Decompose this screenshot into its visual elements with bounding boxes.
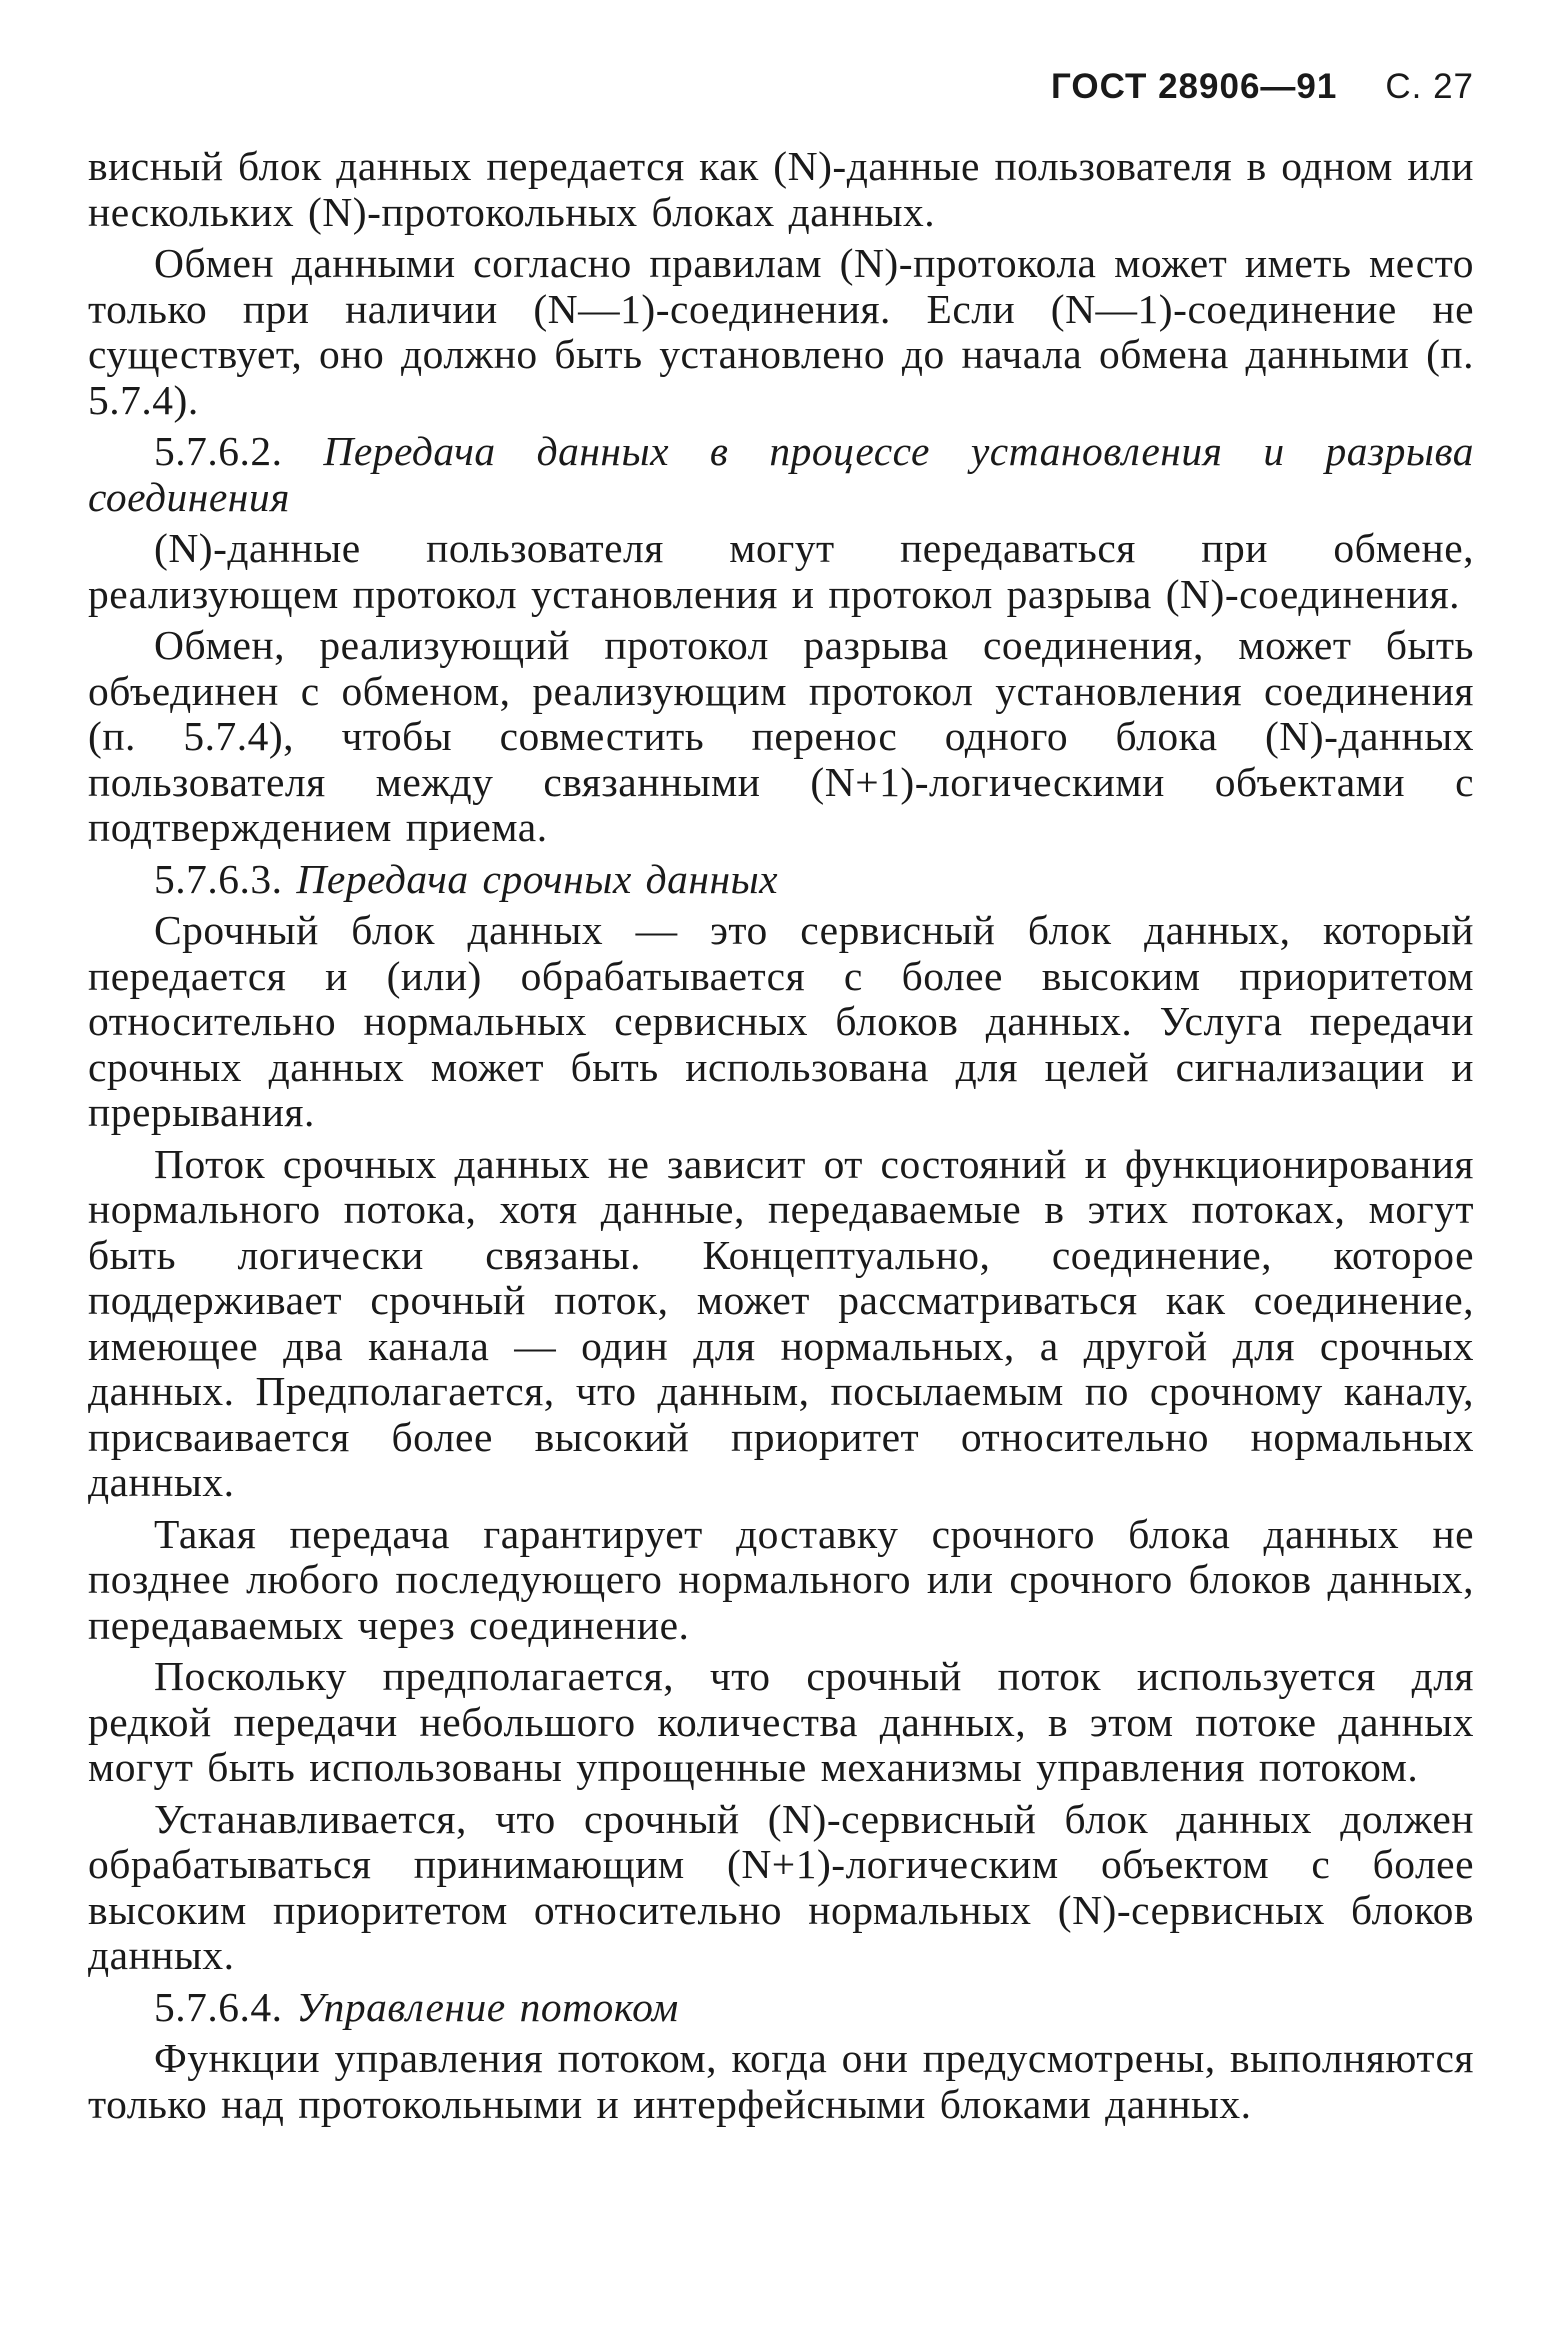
section-number: 5.7.6.4.	[154, 1983, 283, 2030]
paragraph: Поток срочных данных не зависит от состояний и функционирования нормального потока, хотя данные, передаваемые в этих потоках, могут быть логически связаны. Концептуально, соединение, которое поддерживает срочный поток, может рассматриваться как соединение, имеющее два канала — один для нормальных, а другой для срочных данных. Предполагается, что данным, посылаемым по срочному каналу, присваивается более высокий приоритет относительно нормальных данных.	[88, 1140, 1474, 1505]
standard-number: ГОСТ 28906—91	[1050, 67, 1338, 106]
section-title: Передача срочных данных	[296, 855, 779, 902]
page-header	[88, 62, 1474, 112]
paragraph: Обмен, реализующий протокол разрыва соединения, может быть объединен с обменом, реализующим протокол установления соединения (п. 5.7.4), чтобы совместить перенос одного блока (N)-данных пользователя между связанными (N+1)-логическими объектами с подтверждением приема.	[88, 622, 1474, 850]
paragraph: Устанавливается, что срочный (N)-сервисный блок данных должен обрабатываться принимающим (N+1)-логическим объектом с более высоким приоритетом относительно нормальных (N)-сервисных блоков данных.	[88, 1795, 1474, 1978]
paragraph: (N)-данные пользователя могут передаваться при обмене, реализующем протокол установления и протокол разрыва (N)-соединения.	[88, 525, 1474, 617]
section-number: 5.7.6.3.	[154, 855, 283, 902]
section-heading-5-7-6-2	[88, 429, 1474, 520]
page-number: С. 27	[1385, 67, 1474, 106]
section-heading-5-7-6-4	[88, 1985, 1474, 2031]
paragraph: Функции управления потоком, когда они предусмотрены, выполняются только над протокольными и интерфейсными блоками данных.	[88, 2035, 1474, 2127]
paragraph: Срочный блок данных — это сервисный блок данных, который передается и (или) обрабатывается с более высоким приоритетом относительно нормальных сервисных блоков данных. Услуга передачи срочных данных может быть использована для целей сигнализации и прерывания.	[88, 907, 1474, 1135]
paragraph: Такая передача гарантирует доставку срочного блока данных не позднее любого последующего нормального или срочного блоков данных, передаваемых через соединение.	[88, 1510, 1474, 1648]
section-title: Передача данных в процессе установления и разрыва соединения	[88, 428, 1474, 520]
section-title: Управление потоком	[296, 1983, 679, 2030]
section-number: 5.7.6.2.	[154, 428, 283, 474]
section-heading-5-7-6-3	[88, 857, 1474, 903]
paragraph: Обмен данными согласно правилам (N)-протокола может иметь место только при наличии (N—1)-соединения. Если (N—1)-соединение не существует, оно должно быть установлено до начала обмена данными (п. 5.7.4).	[88, 240, 1474, 423]
document-page	[88, 62, 1474, 2133]
paragraph: Поскольку предполагается, что срочный поток используется для редкой передачи небольшого количества данных, в этом потоке данных могут быть использованы упрощенные механизмы управления потоком.	[88, 1653, 1474, 1790]
paragraph-continuation: висный блок данных передается как (N)-данные пользователя в одном или нескольких (N)-протокольных блоках данных.	[88, 143, 1474, 235]
